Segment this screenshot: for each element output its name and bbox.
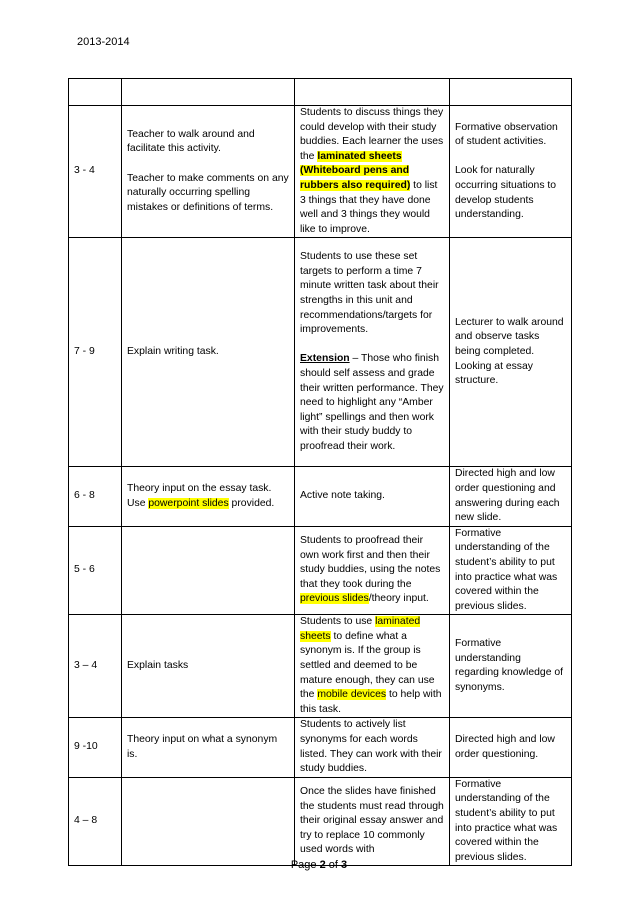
cell-paragraph — [127, 659, 289, 674]
activity-cell — [122, 79, 295, 106]
cell-text: to list 3 things that they have done well and 3 things they would like to improve. — [300, 179, 438, 235]
student-cell — [295, 79, 450, 106]
cell-paragraph — [127, 172, 289, 216]
time-cell: 3 – 4 — [69, 615, 122, 718]
table-row — [69, 526, 572, 615]
cell-text: Explain tasks — [127, 660, 189, 672]
cell-text: Once the slides have finished the students must read through their original essay answer and try to replace 10 commonly used words with — [300, 786, 444, 856]
cell-text: – Those who finish should self assess and grade their written performance. They need to highlight any “Amber light” spellings and then work with their study buddy to proofread their work. — [300, 353, 444, 452]
cell-text: Formative understanding regarding knowledge of synonyms. — [455, 638, 564, 693]
table-row — [69, 238, 572, 467]
cell-paragraph — [455, 467, 566, 525]
highlighted-text: laminated sheets — [300, 616, 421, 642]
assessment-cell — [450, 79, 572, 106]
cell-paragraph — [455, 778, 566, 866]
paragraph-gap — [127, 157, 289, 172]
cell-paragraph — [300, 489, 444, 504]
paragraph-gap — [300, 338, 444, 353]
cell-paragraph — [455, 733, 566, 762]
page-footer — [0, 859, 638, 871]
highlighted-text: powerpoint slides — [148, 497, 229, 509]
student-cell — [295, 718, 450, 777]
cell-paragraph — [300, 785, 444, 858]
student-cell — [295, 467, 450, 526]
cell-text: Students to proofread their own work first and then their study buddies, using the notes that they took during the — [300, 535, 441, 590]
cell-text: Directed high and low order questioning and answering during each new slide. — [455, 468, 560, 524]
activity-cell — [122, 467, 295, 526]
cell-text: Directed high and low order questioning. — [455, 734, 555, 760]
table-row — [69, 106, 572, 238]
lesson-plan-table — [68, 78, 572, 866]
time-cell: 9 -10 — [69, 718, 122, 777]
cell-text: Formative understanding of the student’s ability to put into practice what was covered within the previous slides. — [455, 778, 558, 863]
cell-paragraph — [300, 106, 444, 237]
assessment-cell — [450, 106, 572, 238]
student-cell — [295, 777, 450, 866]
assessment-cell — [450, 718, 572, 777]
cell-text: to define what a synonym is. If the group is settled and deemed to be mature enough, they can use the — [300, 630, 435, 701]
cell-paragraph — [455, 316, 566, 389]
highlighted-text: laminated sheets (Whiteboard pens and rubbers also required) — [300, 150, 411, 191]
activity-cell — [122, 615, 295, 718]
footer-of-word: of — [328, 859, 338, 871]
cell-text: Formative understanding of the student’s ability to put into practice what was covered within the previous slides. — [455, 527, 558, 612]
assessment-cell — [450, 777, 572, 866]
table-row — [69, 79, 572, 106]
activity-cell — [122, 777, 295, 866]
cell-text: Teacher to make comments on any naturally occurring spelling mistakes or definitions of terms. — [127, 172, 289, 213]
cell-text: Students to actively list synonyms for each words listed. They can work with their study buddies. — [300, 719, 442, 775]
cell-text: Explain writing task. — [127, 346, 219, 358]
cell-text: Students to use these set targets to perform a time 7 minute written task about their strengths in this unit and recommendations/targets for improvements. — [300, 251, 439, 336]
table-row — [69, 718, 572, 777]
cell-text: to help with this task. — [300, 689, 442, 715]
cell-paragraph — [300, 352, 444, 454]
assessment-cell — [450, 467, 572, 526]
cell-paragraph — [300, 534, 444, 607]
cell-text: Extension — [300, 353, 350, 365]
cell-paragraph — [455, 527, 566, 615]
cell-paragraph — [127, 733, 289, 762]
footer-page-number: 2 — [319, 859, 326, 871]
time-cell: 3 - 4 — [69, 106, 122, 238]
cell-paragraph — [455, 637, 566, 695]
header-year: 2013-2014 — [77, 36, 130, 48]
cell-text: Teacher to walk around and facilitate this activity. — [127, 128, 255, 155]
time-cell: 4 – 8 — [69, 777, 122, 866]
footer-page-total: 3 — [341, 859, 348, 871]
cell-paragraph — [455, 121, 566, 150]
time-cell — [69, 79, 122, 106]
cell-text: Active note taking. — [300, 490, 385, 502]
cell-paragraph — [127, 482, 289, 511]
cell-text: Theory input on the essay task. Use — [127, 482, 272, 509]
assessment-cell — [450, 238, 572, 467]
table-row — [69, 777, 572, 866]
cell-paragraph — [127, 345, 289, 360]
cell-text: Students to discuss things they could develop with their study buddies. Each learner the uses the — [300, 107, 444, 162]
cell-paragraph — [300, 718, 444, 776]
cell-paragraph — [455, 164, 566, 222]
cell-text: provided. — [228, 497, 275, 509]
highlighted-text: previous slides — [300, 593, 369, 605]
assessment-cell — [450, 526, 572, 615]
table-row — [69, 615, 572, 718]
time-cell: 6 - 8 — [69, 467, 122, 526]
cell-text: Formative observation of student activities. — [455, 121, 558, 148]
paragraph-gap — [455, 150, 566, 165]
cell-text: Look for naturally occurring situations to develop students understanding. — [455, 165, 557, 221]
cell-text: Students to use — [300, 616, 376, 628]
time-cell: 7 - 9 — [69, 238, 122, 467]
cell-text: /theory input. — [368, 593, 429, 605]
table-row — [69, 467, 572, 526]
student-cell — [295, 238, 450, 467]
assessment-cell — [450, 615, 572, 718]
cell-text: Theory input on what a synonym is. — [127, 734, 278, 760]
activity-cell — [122, 238, 295, 467]
activity-cell — [122, 106, 295, 238]
time-cell: 5 - 6 — [69, 526, 122, 615]
student-cell — [295, 106, 450, 238]
activity-cell — [122, 526, 295, 615]
student-cell — [295, 526, 450, 615]
cell-paragraph — [127, 128, 289, 157]
activity-cell — [122, 718, 295, 777]
cell-text: Lecturer to walk around and observe tasks being completed. Looking at essay structure. — [455, 316, 564, 387]
student-cell — [295, 615, 450, 718]
cell-paragraph — [300, 615, 444, 717]
cell-paragraph — [300, 250, 444, 338]
highlighted-text: mobile devices — [317, 689, 387, 701]
footer-page-word: Page — [290, 859, 317, 871]
